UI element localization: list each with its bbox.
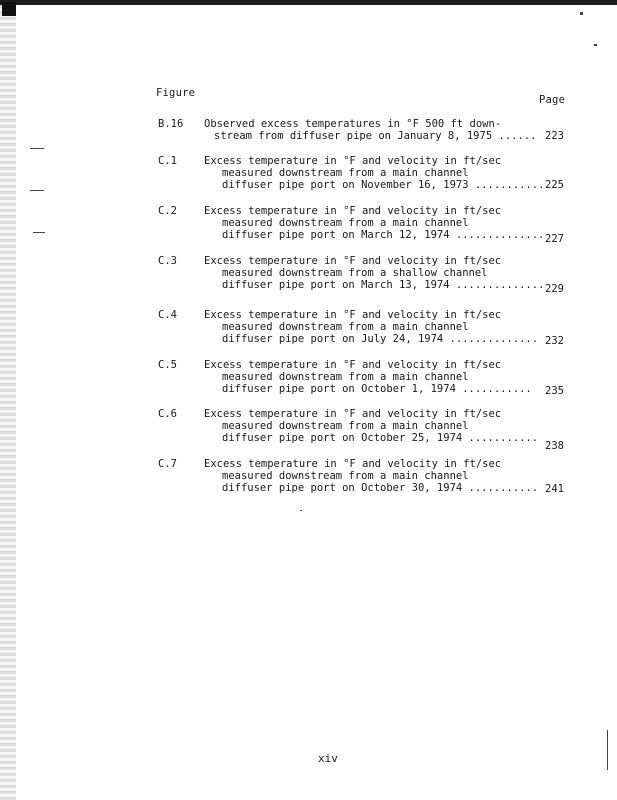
figure-caption-line: measured downstream from a main channel (222, 167, 469, 179)
figure-page-number: 223 (545, 130, 564, 142)
figure-number: C.5 (158, 359, 177, 371)
page-column-header: Page (539, 94, 566, 106)
figure-caption-line: Excess temperature in °F and velocity in ft/sec (204, 205, 502, 217)
scan-speck (30, 148, 44, 149)
figure-caption-line: diffuser pipe port on October 30, 1974 ........... (222, 482, 539, 494)
figure-page-number: 232 (545, 335, 564, 347)
figure-number: C.2 (158, 205, 177, 217)
figure-caption-line: measured downstream from a shallow channel (222, 267, 488, 279)
figure-number: C.6 (158, 408, 177, 420)
figure-column-header: Figure (156, 87, 196, 99)
figure-caption-line: diffuser pipe port on July 24, 1974 .............. (222, 333, 539, 345)
figure-page-number: 229 (545, 283, 564, 295)
scan-edge-top (0, 0, 617, 5)
scan-speck (30, 190, 44, 191)
figure-number: C.3 (158, 255, 177, 267)
figure-page-number: 241 (545, 483, 564, 495)
scan-speck (594, 44, 597, 46)
figure-caption-line: measured downstream from a main channel (222, 371, 469, 383)
figure-page-number: 227 (545, 233, 564, 245)
figure-caption-line: Excess temperature in °F and velocity in ft/sec (204, 458, 502, 470)
scan-speck (33, 232, 45, 233)
figure-caption-line: measured downstream from a main channel (222, 217, 469, 229)
figure-page-number: 238 (545, 440, 564, 452)
figure-caption-line: Excess temperature in °F and velocity in ft/sec (204, 359, 502, 371)
figure-caption-line: Excess temperature in °F and velocity in ft/sec (204, 309, 502, 321)
figure-number: B.16 (158, 118, 184, 130)
scan-speck (580, 12, 583, 15)
figure-number: C.4 (158, 309, 177, 321)
figure-page-number: 235 (545, 385, 564, 397)
scan-corner-mark (2, 2, 16, 16)
page-number-footer: xiv (318, 752, 338, 765)
figure-caption-line: Observed excess temperatures in °F 500 ft down- (204, 118, 502, 130)
figure-page-number: 225 (545, 179, 564, 191)
scan-speck (300, 510, 302, 511)
figure-caption-line: Excess temperature in °F and velocity in ft/sec (204, 255, 502, 267)
figure-caption-line: Excess temperature in °F and velocity in ft/sec (204, 408, 502, 420)
scan-speck (607, 730, 608, 770)
figure-caption-line: diffuser pipe port on November 16, 1973 ........... (222, 179, 545, 191)
figure-caption-line: measured downstream from a main channel (222, 470, 469, 482)
figure-caption-line: stream from diffuser pipe on January 8, 1975 ...... (214, 130, 537, 142)
figure-caption-line: diffuser pipe port on March 12, 1974 .............. (222, 229, 545, 241)
figure-number: C.7 (158, 458, 177, 470)
figure-caption-line: diffuser pipe port on March 13, 1974 .............. (222, 279, 545, 291)
figure-caption-line: measured downstream from a main channel (222, 321, 469, 333)
figure-number: C.1 (158, 155, 177, 167)
figure-caption-line: measured downstream from a main channel (222, 420, 469, 432)
figure-caption-line: diffuser pipe port on October 1, 1974 ........... (222, 383, 532, 395)
figure-caption-line: Excess temperature in °F and velocity in ft/sec (204, 155, 502, 167)
figure-caption-line: diffuser pipe port on October 25, 1974 ........... (222, 432, 539, 444)
scan-edge-left (0, 0, 16, 800)
